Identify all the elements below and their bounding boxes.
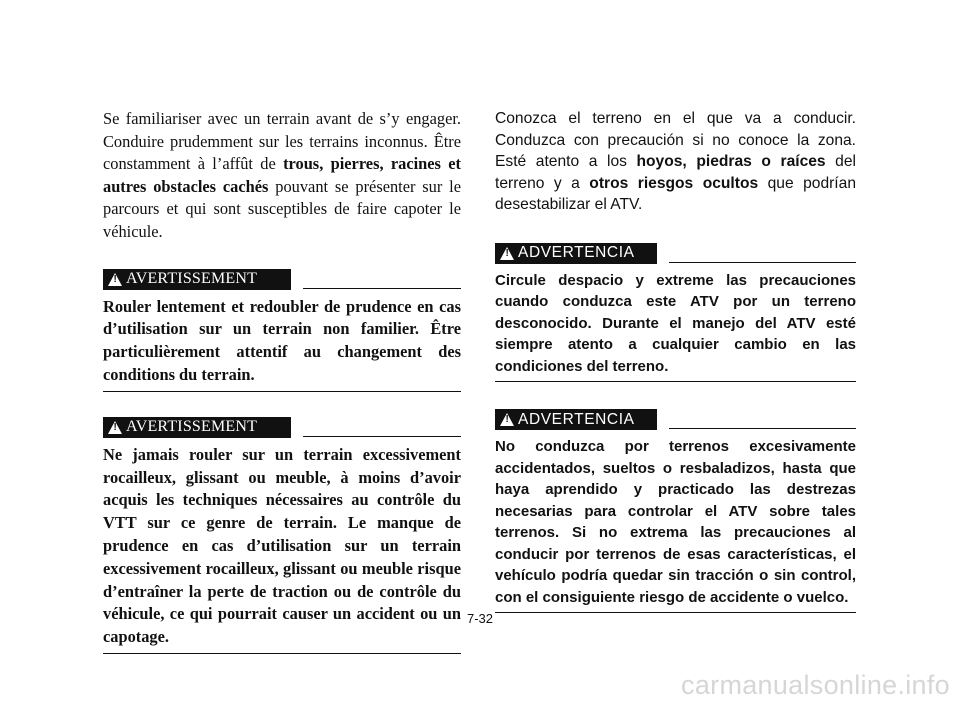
warning-badge (495, 409, 657, 430)
french-warning-text-2: Ne jamais rouler sur un terrain excessivement rocailleux, glissant ou meuble, à moins d’avoir acquis les techniques nécessaires au contrôle du VTT sur ce genre de terrain. Le manque de prudence en cas d’utilisation sur un terrain excessivement rocailleux, glissant ou meuble risque d’entraîner la perte de traction ou de contrôle du véhicule, ce qui pourrait causer un accident ou un capotage. (103, 444, 461, 654)
french-warning-text-1: Rouler lentement et redoubler de prudence en cas d’utilisation sur un terrain non familier. Être particulièrement attentif au changement des conditions du terrain. (103, 296, 461, 392)
spanish-warning-header-1 (495, 242, 856, 264)
french-column (103, 108, 461, 654)
page-number: 7-32 (466, 611, 494, 626)
warning-badge (495, 243, 657, 264)
french-warning-header-1 (103, 268, 461, 290)
french-intro-bold: trous, pierres, racines et autres obstacles cachés (103, 154, 461, 196)
spanish-intro-text-end: que podrían desestabilizar el ATV. (495, 174, 856, 214)
warning-triangle-icon: ! (108, 273, 122, 286)
spanish-intro-text-mid: del terreno y a (495, 153, 856, 192)
spanish-warning-text-1: Circule despacio y extreme las precauciones cuando conduzca este ATV por un terreno desconocido. Durante el manejo del ATV esté siempre atento a cualquier cambio en las condiciones del terreno. (495, 270, 856, 383)
spanish-intro-bold-1: hoyos, piedras o raíces (636, 153, 826, 171)
warning-badge (103, 417, 291, 438)
header-rule (303, 436, 461, 437)
header-rule (303, 288, 461, 289)
spanish-column (495, 108, 856, 613)
warning-label: ADVERTENCIA (518, 410, 635, 428)
warning-triangle-icon: ! (500, 413, 514, 426)
watermark: carmanualsonline.info (681, 670, 950, 700)
french-warning-header-2 (103, 416, 461, 438)
spanish-warning-header-2 (495, 408, 856, 430)
header-rule (669, 262, 856, 263)
warning-triangle-icon: ! (108, 421, 122, 434)
french-intro-paragraph (103, 108, 461, 244)
spanish-intro-text: Conozca el terreno en el que va a conducir. Conduzca con precaución si no conoce la zona. Esté atento a los (495, 110, 856, 171)
warning-label: ADVERTENCIA (518, 244, 635, 262)
header-rule (669, 428, 856, 429)
warning-badge (103, 269, 291, 290)
spanish-warning-text-2: No conduzca por terrenos excesivamente accidentados, sueltos o resbaladizos, hasta que haya aprendido y practicado las destrezas necesarias para controlar el ATV sobre tales terrenos. Si no extrema las precauciones al conducir por terrenos de esas características, el vehículo podría quedar sin tracción o sin control, con el consiguiente riesgo de accidente o vuelco. (495, 436, 856, 613)
warning-label: AVERTISSEMENT (126, 418, 258, 436)
warning-label: AVERTISSEMENT (126, 270, 258, 288)
spanish-intro-paragraph (495, 108, 856, 216)
french-intro-text: Se familiariser avec un terrain avant de s’y engager. Conduire prudemment sur les terrains inconnus. Être constamment à l’affût de (103, 109, 461, 174)
french-intro-text-end: pouvant se présenter sur le parcours et qui sont susceptibles de faire capoter le véhicule. (103, 176, 461, 241)
warning-triangle-icon: ! (500, 247, 514, 260)
spanish-intro-bold-2: otros riesgos ocultos (589, 174, 759, 192)
